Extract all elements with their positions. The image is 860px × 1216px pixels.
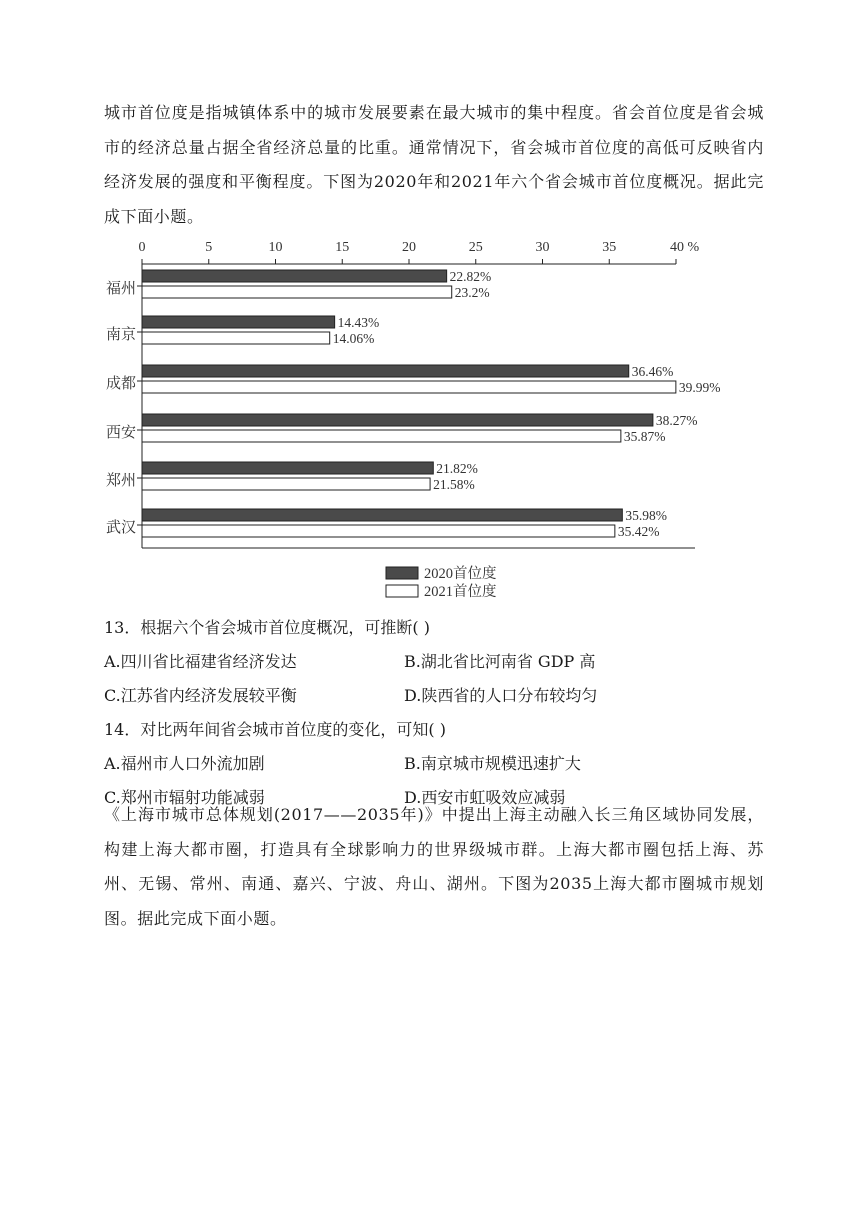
q14-option-c[interactable]: C.郑州市辐射功能减弱	[104, 788, 265, 807]
legend-swatch	[386, 585, 418, 597]
q13-option-a[interactable]: A.四川省比福建省经济发达	[104, 652, 297, 671]
chart-legend	[386, 564, 497, 600]
q13-option-d[interactable]: D.陕西省的人口分布较均匀	[404, 686, 598, 705]
category-label: 郑州	[105, 473, 136, 489]
q13-option-c[interactable]: C.江苏省内经济发展较平衡	[104, 686, 297, 705]
bar	[142, 430, 621, 442]
q14-option-d[interactable]: D.西安市虹吸效应减弱	[404, 788, 566, 807]
x-tick-label: 0	[138, 240, 146, 255]
x-tick-label: 30	[535, 240, 550, 255]
q13-option-b[interactable]: B.湖北省比河南省 GDP 高	[404, 652, 596, 671]
bar	[142, 332, 330, 344]
category-label: 南京	[105, 327, 136, 343]
bar	[142, 414, 653, 426]
data-label: 38.27%	[655, 413, 698, 428]
data-label: 21.58%	[433, 477, 475, 492]
category-label: 成都	[105, 376, 136, 392]
legend-swatch	[386, 567, 418, 579]
data-label: 35.98%	[625, 508, 667, 523]
x-tick-label: 10	[268, 240, 283, 255]
x-tick-label: 35	[602, 240, 617, 255]
bar	[142, 525, 615, 537]
y-axis	[106, 264, 695, 548]
x-tick-label: 40 %	[670, 240, 700, 255]
q14-option-a[interactable]: A.福州市人口外流加剧	[104, 754, 265, 773]
question-14-stem: 14．对比两年间省会城市首位度的变化，可知( )	[104, 720, 446, 739]
data-label: 35.42%	[617, 524, 660, 539]
data-label: 14.06%	[332, 331, 375, 346]
bar	[142, 270, 447, 282]
q14-option-b[interactable]: B.南京城市规模迅速扩大	[404, 754, 581, 773]
x-tick-label: 20	[402, 240, 416, 255]
x-tick-label: 25	[468, 240, 483, 255]
bar	[142, 509, 622, 521]
bar	[142, 316, 335, 328]
bar	[142, 478, 430, 490]
passage-intro: 城市首位度是指城镇体系中的城市发展要素在最大城市的集中程度。省会首位度是省会城市的经济总量占据全省经济总量的比重。通常情况下，省会城市首位度的高低可反映省内经济发展的强度和平衡程度。下图为2020年和2021年六个省会城市首位度概况。据此完成下面小题。	[104, 103, 764, 226]
x-tick-label: 15	[335, 240, 350, 255]
x-tick-label: 5	[205, 240, 213, 255]
data-label: 35.87%	[623, 429, 666, 444]
category-label: 武汉	[105, 520, 136, 536]
bar	[142, 462, 433, 474]
legend-label: 2021首位度	[424, 584, 497, 600]
bars-group	[142, 269, 720, 539]
bar	[142, 286, 452, 298]
category-label: 西安	[105, 425, 136, 441]
data-label: 23.2%	[454, 285, 490, 300]
primacy-bar-chart	[0, 230, 860, 610]
data-label: 21.82%	[436, 461, 478, 476]
legend-label: 2020首位度	[424, 566, 497, 582]
data-label: 22.82%	[449, 269, 492, 284]
bar	[142, 365, 629, 377]
question-13-stem: 13．根据六个省会城市首位度概况，可推断( )	[104, 618, 430, 637]
passage-shanghai: 《上海市城市总体规划(2017——2035年)》中提出上海主动融入长三角区域协同发展，构建上海大都市圈，打造具有全球影响力的世界级城市群。上海大都市圈包括上海、苏州、无锡、常州、南通、嘉兴、宁波、舟山、湖州。下图为2035上海大都市圈城市规划图。据此完成下面小题。	[104, 805, 764, 928]
bar	[142, 381, 676, 393]
data-label: 14.43%	[337, 315, 380, 330]
x-axis	[139, 240, 700, 264]
category-label: 福州	[105, 281, 136, 297]
data-label: 39.99%	[678, 380, 721, 395]
data-label: 36.46%	[631, 364, 674, 379]
